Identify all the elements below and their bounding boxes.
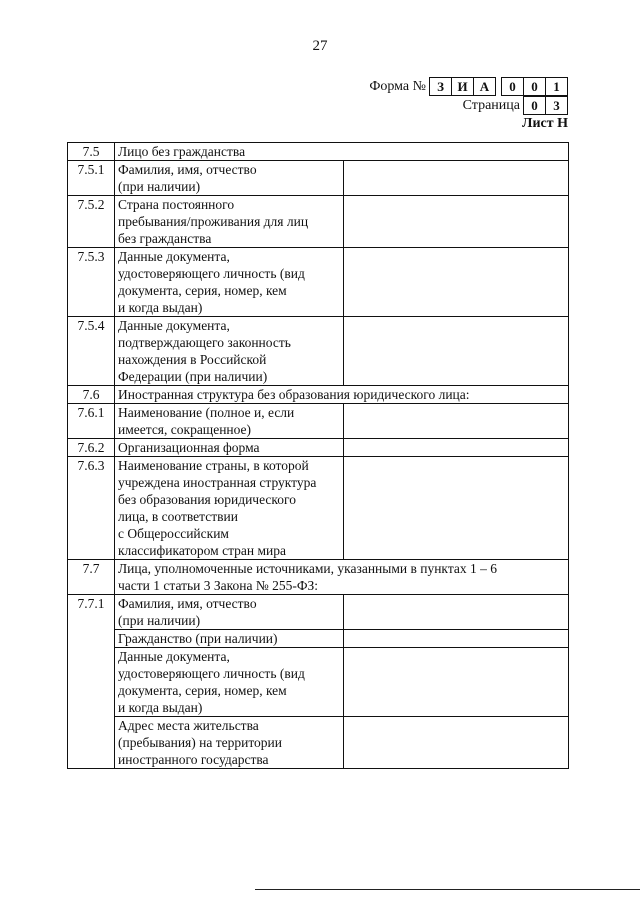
section-heading: Лицо без гражданства (115, 143, 569, 161)
field-label: Наименование страны, в которой учреждена иностранная структура без образования юридического лица, в соответствии с Общероссийским классификатором стран мира (115, 457, 344, 560)
field-label: Данные документа, подтверждающего законность нахождения в Российской Федерации (при наличии) (115, 317, 344, 386)
form-row (68, 386, 569, 404)
form-code-cell: 0 (501, 77, 524, 96)
form-code-cell: А (473, 77, 496, 96)
field-label: Адрес места жительства (пребывания) на территории иностранного государства (115, 717, 344, 769)
row-number: 7.5.3 (68, 248, 115, 317)
form-code-cell: 1 (545, 77, 568, 96)
field-label: Гражданство (при наличии) (115, 630, 344, 648)
form-code-cell: З (429, 77, 452, 96)
field-value-cell[interactable] (344, 648, 569, 717)
form-number-header (369, 77, 568, 96)
field-label: Данные документа, удостоверяющего личность (вид документа, серия, номер, кем и когда выдан) (115, 248, 344, 317)
form-row (68, 630, 569, 648)
row-number: 7.6.3 (68, 457, 115, 560)
field-label: Фамилия, имя, отчество (при наличии) (115, 161, 344, 196)
section-heading: Лица, уполномоченные источниками, указанными в пунктах 1 – 6 части 1 статьи 3 Закона № 255-ФЗ: (115, 560, 569, 595)
form-page-indicator (463, 96, 568, 115)
form-row (68, 404, 569, 439)
field-value-cell[interactable] (344, 717, 569, 769)
form-label: Форма № (369, 78, 426, 94)
row-number: 7.7.1 (68, 595, 115, 769)
form-row (68, 161, 569, 196)
form-row (68, 595, 569, 630)
field-value-cell[interactable] (344, 317, 569, 386)
form-code-group-2 (502, 77, 568, 96)
field-value-cell[interactable] (344, 161, 569, 196)
field-value-cell[interactable] (344, 248, 569, 317)
form-row (68, 248, 569, 317)
section-heading: Иностранная структура без образования юридического лица: (115, 386, 569, 404)
row-number: 7.5.4 (68, 317, 115, 386)
row-number: 7.7 (68, 560, 115, 595)
form-code-cell: 0 (523, 77, 546, 96)
form-code-group-1 (430, 77, 496, 96)
form-row (68, 717, 569, 769)
sheet-label: Лист Н (522, 116, 568, 131)
field-label: Страна постоянного пребывания/проживания для лиц без гражданства (115, 196, 344, 248)
row-number: 7.6 (68, 386, 115, 404)
form-row (68, 143, 569, 161)
page-cell: 0 (523, 96, 546, 115)
row-number: 7.6.2 (68, 439, 115, 457)
page-number: 27 (312, 38, 328, 54)
field-value-cell[interactable] (344, 439, 569, 457)
form-row (68, 648, 569, 717)
row-number: 7.5 (68, 143, 115, 161)
field-label: Организационная форма (115, 439, 344, 457)
field-label: Наименование (полное и, если имеется, сокращенное) (115, 404, 344, 439)
field-value-cell[interactable] (344, 457, 569, 560)
form-table (67, 142, 569, 769)
form-row (68, 196, 569, 248)
page-bottom-line (255, 889, 640, 890)
form-row (68, 439, 569, 457)
row-number: 7.6.1 (68, 404, 115, 439)
field-label: Данные документа, удостоверяющего личность (вид документа, серия, номер, кем и когда выдан) (115, 648, 344, 717)
page-cell: 3 (545, 96, 568, 115)
row-number: 7.5.1 (68, 161, 115, 196)
form-row (68, 317, 569, 386)
page-label: Страница (462, 97, 520, 113)
field-value-cell[interactable] (344, 630, 569, 648)
field-value-cell[interactable] (344, 404, 569, 439)
field-label: Фамилия, имя, отчество (при наличии) (115, 595, 344, 630)
form-row (68, 560, 569, 595)
field-value-cell[interactable] (344, 196, 569, 248)
form-row (68, 457, 569, 560)
form-code-cell: И (451, 77, 474, 96)
row-number: 7.5.2 (68, 196, 115, 248)
field-value-cell[interactable] (344, 595, 569, 630)
